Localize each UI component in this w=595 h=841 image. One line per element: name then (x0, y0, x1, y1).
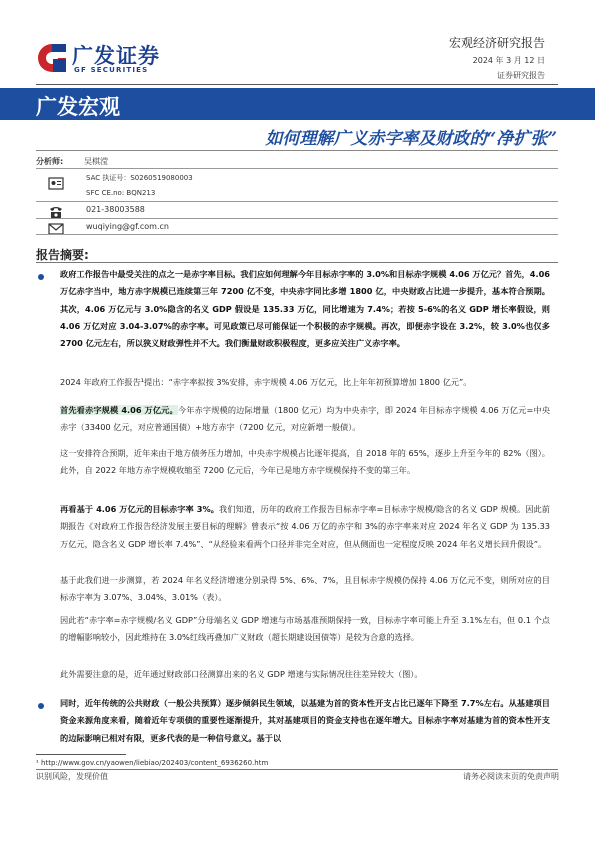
summary-paragraph-6: 基于此我们进一步测算，若 2024 年名义经济增速分别录得 5%、6%、7%，且目标赤字规模仍保持 4.06 万亿元不变，则所对应的目标赤字率为 3.07%、3.04%、3.01%（表）。 (60, 575, 550, 603)
summary-title: 报告摘要: (36, 248, 89, 262)
logo-text-cn: 广发证券 (72, 44, 160, 68)
footer-divider (36, 769, 558, 770)
footer-slogan: 识别风险，发现价值 (36, 772, 108, 781)
summary-paragraph-9: 同时，近年传统的公共财政（一般公共预算）逐步倾斜民生领域，以基建为首的资本性开支占比已逐年下降至 7.7%左右。从基建项目资金来源角度来看，随着近年专项债的重要性逐渐提升，其对基建项目的资金支持也在逐年增大。目标赤字率对基建为首的资本性开支的边际影响已相对有限，更多代表的是一种信号意义。基于以 (60, 698, 550, 743)
report-kind: 证券研究报告 (497, 71, 545, 80)
summary-paragraph-4: 这一安排符合预期，近年来由于地方债务压力增加，中央赤字规模占比逐年提高，自 2018 年的 65%，逐步上升至今年的 82%（图）。此外，自 2022 年地方赤字规模收缩至 7200 亿元后，今年已是地方赤字规模保持不变的第三年。 (60, 448, 550, 476)
certificate-icon (48, 176, 64, 190)
title-divider (36, 150, 558, 151)
report-type: 宏观经济研究报告 (448, 36, 545, 50)
analyst-label: 分析师: (36, 157, 64, 166)
analyst-divider (36, 201, 558, 202)
summary-paragraph-3 (60, 402, 550, 437)
analyst-email[interactable]: wuqiying@gf.com.cn (86, 222, 169, 231)
footnote-divider (36, 754, 126, 755)
analyst-sac: SAC 执证号：S0260519080003 (86, 174, 193, 182)
summary-paragraph-8: 此外需要注意的是，近年通过财政部口径测算出来的名义 GDP 增速与实际情况往往差异较大（图）。 (60, 669, 423, 679)
bullet-icon (38, 703, 44, 709)
summary-paragraph-1: 政府工作报告中最受关注的点之一是赤字率目标。我们应如何理解今年目标赤字率的 3.0%和目标赤字规模 4.06 万亿元？首先，4.06 万亿赤字当中，地方赤字规模已连续第三年 7200 亿不变，中央赤字同比多增 1800 亿，中央财政占比进一步提升，基本符合预期。其次，4.06 万亿元与 3.0%隐含的名义 GDP 假设是 135.33 万亿，同比增速为 7.4%；若按 5-6%的名义 GDP 增长率假设，则 4.06 万亿对应 3.04-3.07%的赤字率。可见政策已尽可能保证一个积极的赤字规模。再次，即便赤字设在 3.2%，较 3.0%也仅多 2700 亿元左右，所以狭义财政弹性并不大。我们衡量财政积极程度，更多应关注广义赤字率。 (60, 269, 550, 349)
paragraph-lead: 首先看赤字规模 4.06 万亿元。 (60, 405, 178, 415)
summary-paragraph-7: 因此若“赤字率=赤字规模/名义 GDP”分母端名义 GDP 增速与市场基准预期保持一致，目标赤字率可能上升至 3.1%左右，但 0.1 个点的增幅影响较小，因此维持在 3.0%红线再叠加广义财政（超长期建设国债等）是较为合意的选择。 (60, 615, 550, 643)
paragraph-body: 今年赤字规模的边际增量（1800 亿元）均为中央赤字，即 2024 年目标赤字规模 4.06 万亿元=中央赤字（33400 亿元，对应普通国债）+地方赤字（7200 亿元，对应新增一般债）。 (60, 405, 551, 433)
paragraph-body: 我们知道，历年的政府工作报告目标赤字率=目标赤字规模/隐含的名义 GDP 规模。因此前期报告《对政府工作报告经济发展主要目标的理解》曾表示“按 4.06 万亿的赤字和 3%的赤字率来对应 2024 年名义 GDP 为 135.33 万亿元，隐含名义 GDP 增长率 7.4%”、“从经验来看两个口径并非完全对应，但从侧面也一定程度反映 2024 年名义增长回升假设”。 (60, 504, 550, 549)
paragraph-lead: 再看基于 4.06 万亿元的目标赤字率 3%。 (60, 504, 220, 514)
logo-text-en: GF SECURITIES (74, 66, 149, 74)
analyst-sfc: SFC CE.no: BQN213 (86, 189, 156, 197)
header-divider (36, 84, 558, 85)
report-date: 2024 年 3 月 12 日 (472, 56, 545, 65)
analyst-phone: 021-38003588 (86, 205, 145, 214)
summary-paragraph-2: 2024 年政府工作报告¹提出：“赤字率拟按 3%安排，赤字规模 4.06 万亿元，比上年年初预算增加 1800 亿元”。 (60, 377, 472, 387)
report-title: 如何理解广义赤字率及财政的“净扩张” (265, 129, 557, 149)
footer-disclaimer: 请务必阅读末页的免责声明 (463, 772, 559, 781)
analyst-divider (36, 234, 558, 235)
summary-paragraph-5 (60, 501, 550, 553)
bullet-icon (38, 274, 44, 280)
banner-title: 广发宏观 (36, 94, 120, 119)
gf-logo-icon (36, 42, 68, 74)
analyst-divider (36, 218, 558, 219)
summary-divider (36, 262, 558, 263)
email-icon (48, 221, 64, 235)
phone-icon (48, 204, 64, 218)
footnote-link[interactable]: ¹ http://www.gov.cn/yaowen/liebiao/202403/content_6936260.htm (36, 759, 269, 767)
analyst-divider (36, 168, 558, 169)
analyst-name: 吴棋滢 (84, 157, 108, 166)
